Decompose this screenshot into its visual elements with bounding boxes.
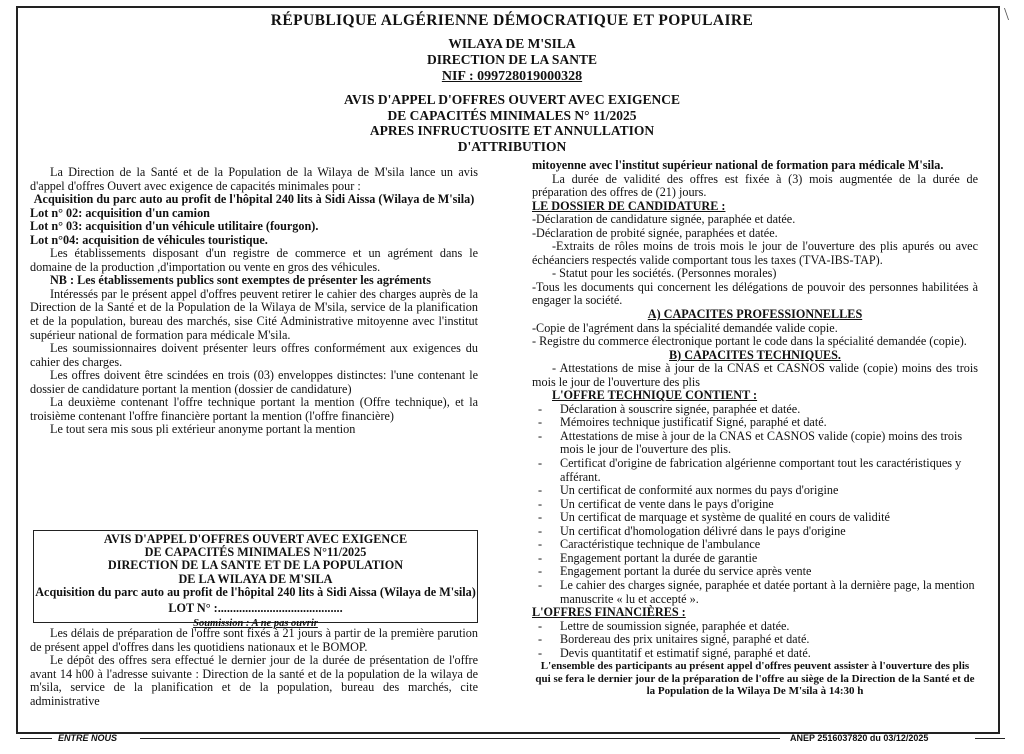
address-continuation: mitoyenne avec l'institut supérieur national de formation para médicale M'sila. [532,158,944,172]
list-item: - Mémoires technique justificatif Signé, paraphé et daté. [532,416,978,430]
do-not-open-note: Soumission : A ne pas ouvrir [193,618,318,630]
list-item: - Bordereau des prix unitaires signé, paraphé et daté. [532,633,978,647]
envelope-label-box: AVIS D'APPEL D'OFFRES OUVERT AVEC EXIGENCE DE CAPACITÉS MINIMALES N°11/2025 DIRECTION DE LA SANTE ET DE LA POPULATION DE LA WILAYA DE M'SILA Acquisition du parc auto au profit de l'hôpital 240 lits à Sidi Aissa (Wilaya de M'sila) LOT N° :......................................... Soumission : A ne pas ouvrir [33,530,478,623]
dossier-item: -Extraits de rôles moins de trois mois le jour de l'ouverture des plis apurés ou avec échéanciers respectés valide comportant tous les taxes (TVA-IBS-TAP). [532,239,978,267]
direction-heading: DIRECTION DE LA SANTE [427,52,597,67]
lot-4: Lot n°04: acquisition de véhicules touristique. [30,232,268,247]
deadline-text: Les délais de préparation de l'offre sont fixés à 21 jours à partir de la première parution de présent appel d'offres dans les quotidiens nationaux et le BOMOP. [30,626,478,654]
technical-offer-title: L'OFFRE TECHNIQUE CONTIENT : [552,388,758,403]
left-column-bottom [30,627,478,708]
validity-text: La durée de validité des offres est fixée à (3) mois augmentée de la durée de préparation des offres de (21) jours. [532,171,978,200]
dossier-item: -Déclaration de candidature signée, paraphée et datée. [532,212,796,227]
lot-number-field: LOT N° :......................................... [168,601,343,616]
list-item: - Un certificat d'homologation délivré dans le pays d'origine [532,525,978,539]
dossier-item: - Statut pour les sociétés. (Personnes morales) [552,266,777,281]
footer-rule-mid [140,738,780,739]
eligibility-text: Les établissements disposant d'un registre de commerce et un agrément dans le domaine de la production ,d'importation ou vente en gros des véhicules. [30,246,478,274]
dossier-item: -Tous les documents qui concernent les délégations de pouvoir des personnes habilitées à engager la société. [532,279,978,308]
dossier-item: -Déclaration de probité signée, paraphées et datée. [532,225,778,240]
footer-right: ANEP 2516037820 du 03/12/2025 [790,733,929,743]
list-item: - Certificat d'origine de fabrication algérienne comportant tout les caractéristiques y afférant. [532,457,978,484]
list-item: - Attestations de mise à jour de la CNAS et CASNOS valide (copie) moins des trois mois le jour de l'ouverture des plis. [532,430,978,457]
wilaya-heading: WILAYA DE M'SILA [448,36,576,51]
list-item: - Le cahier des charges signée, paraphée et datée portant à la dernière page, la mention manuscrite « lu et accepté ». [532,579,978,606]
envelopes-text: Les offres doivent être scindées en trois (03) enveloppes distinctes: l'une contenant le dossier de candidature portant la mention (dossier de candidature) [30,368,478,396]
envelopes-text-2: La deuxième contenant l'offre technique portant la mention (Offre technique), et la troisième contenant l'offre financière portant la mention (l'offre financière) [30,395,478,423]
list-item: - Un certificat de conformité aux normes du pays d'origine [532,484,978,498]
list-item: - Caractéristique technique de l'ambulance [532,538,978,552]
procurement-object: Acquisition du parc auto au profit de l'hôpital 240 lits à Sidi Aissa (Wilaya de M'sila) [33,192,475,207]
technical-capacities-item: - Attestations de mise à jour de la CNAS et CASNOS valide (copie) moins des trois mois le jour de l'ouverture des plis [532,361,978,389]
list-item: - Un certificat de marquage et système de qualité en cours de validité [532,511,978,525]
intro-text: La Direction de la Santé et de la Population de la Wilaya de M'sila lance un avis d'appel d'offres Ouvert avec exigence de capacités minimales pour : [30,165,478,193]
footer-rule-left [20,738,52,739]
list-item: - Engagement portant la durée du service après vente [532,565,978,579]
financial-offer-list [532,620,978,661]
outer-envelope-text: Le tout sera mis sous pli extérieur anonyme portant la mention [50,422,356,437]
list-item: - Engagement portant la durée de garantie [532,552,978,566]
nif-number: NIF : 099728019000328 [441,69,583,84]
professional-item: -Copie de l'agrément dans la spécialité demandée valide copie. [532,320,838,335]
list-item: - Un certificat de vente dans le pays d'origine [532,498,978,512]
list-item: - Devis quantitatif et estimatif signé, paraphé et daté. [532,647,978,661]
requirements-text: Les soumissionnaires doivent présenter leurs offres conformément aux exigences du cahier des charges. [30,341,478,369]
nb-note: NB : Les établissements publics sont exemptes de présenter les agréments [50,273,431,288]
withdrawal-text: Intéressés par le présent appel d'offres peuvent retirer le cahier des charges auprès de la Direction de la Santé et de la Population de la Wilaya de M'sila, service de la planification et de la population, bureau des marchés, sise Cité Administrative mitoyenne avec l'institut supérieur national de formation para médicale M'sila. [30,286,478,342]
lot-2: Lot n° 02: acquisition d'un camion [30,205,210,220]
technical-offer-list [532,403,978,606]
professional-item: - Registre du commerce électronique portant le code dans la spécialité demandée (copie). [532,334,967,349]
list-item: - Déclaration à souscrire signée, paraphée et datée. [532,403,978,417]
closing-text: L'ensemble des participants au présent appel d'offres peuvent assister à l'ouverture des plis qui se fera le dernier jour de la préparation de l'offre au siège de la Direction de la Santé et de la Population de la Wilaya De M'sila à 14:30 h [535,660,975,698]
footer-rule-right [975,738,1005,739]
scan-mark: \ [1004,4,1010,24]
financial-offer-title: L'OFFRES FINANCIÈRES : [532,605,686,620]
left-column [30,166,478,437]
right-column [532,159,978,698]
notice-title: AVIS D'APPEL D'OFFRES OUVERT AVEC EXIGENCE DE CAPACITÉS MINIMALES N° 11/2025 APRES INFRUCTUOSITE ET ANNULLATION D'ATTRIBUTION [344,92,680,154]
footer-left: ENTRE NOUS [58,733,118,743]
lot-3: Lot n° 03: acquisition d'un véhicule utilitaire (fourgon). [30,219,319,234]
professional-capacities-title: A) CAPACITES PROFESSIONNELLES [647,307,863,322]
republic-heading: RÉPUBLIQUE ALGÉRIENNE DÉMOCRATIQUE ET POPULAIRE [270,12,754,29]
deposit-text: Le dépôt des offres sera effectué le dernier jour de la durée de présentation de l'offre avant 14 h00 à l'adresse suivante : Direction de la santé et de la population de la wilaya de m'sila, service de la planification et de la population, bureau des marchés, cite administrative [30,653,478,708]
technical-capacities-title: B) CAPACITES TECHNIQUES. [669,347,841,362]
dossier-title: LE DOSSIER DE CANDIDATURE : [532,198,726,213]
list-item: - Lettre de soumission signée, paraphée et datée. [532,620,978,634]
